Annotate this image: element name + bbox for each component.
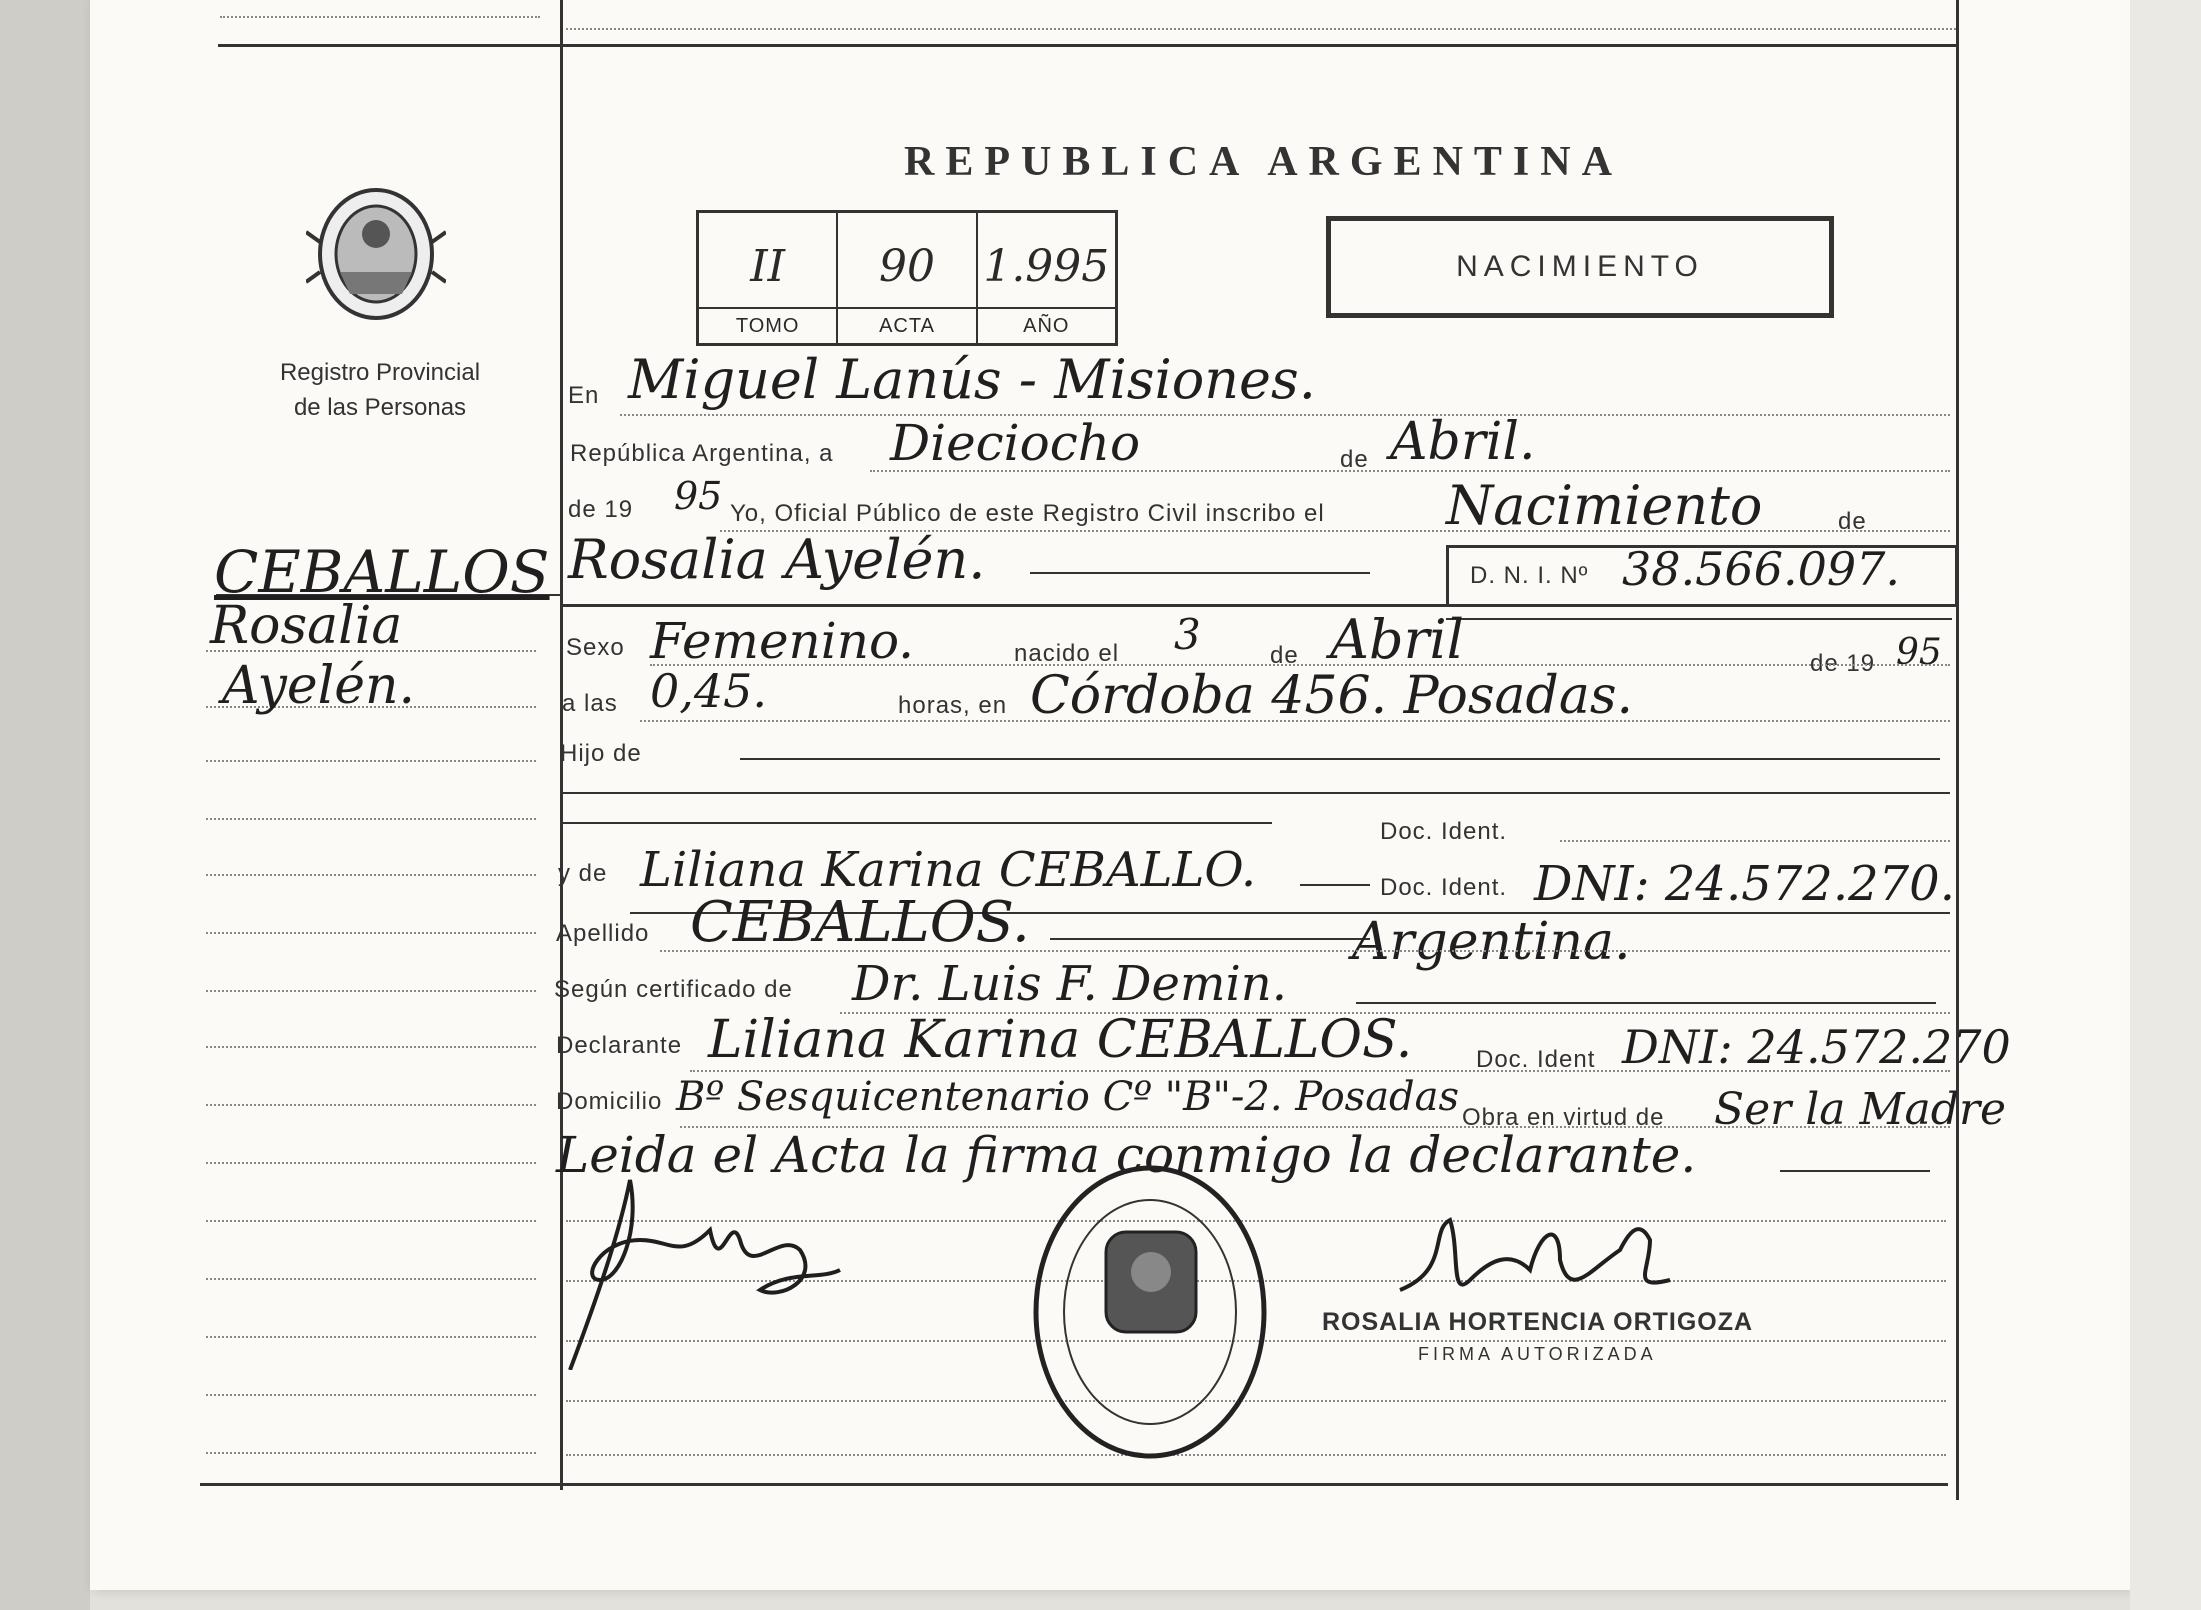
anio-value: 1.995: [983, 241, 1110, 292]
value-nacionalidad: Argentina.: [1352, 912, 1631, 972]
label-hijo: Hijo de: [560, 740, 642, 767]
rule: [1300, 884, 1370, 886]
value-anio-corto: 95: [674, 474, 723, 518]
rule: [206, 874, 536, 876]
label-dni: D. N. I. Nº: [1470, 562, 1589, 589]
registry-name: [230, 355, 530, 425]
value-lugar-nac: Córdoba 456. Posadas.: [1030, 666, 1634, 726]
rule: [660, 950, 1950, 952]
rule: [206, 1278, 536, 1280]
rule: [1356, 1002, 1936, 1004]
rule: [870, 470, 1950, 472]
coat-of-arms-icon: [306, 172, 446, 332]
value-apellido: CEBALLOS.: [690, 890, 1030, 955]
rule: [206, 1394, 536, 1396]
label-de1: de 19: [568, 496, 634, 523]
value-hora: 0,45.: [650, 664, 768, 718]
value-nac-dia: 3: [1174, 610, 1201, 659]
margin-name1: Rosalia: [210, 596, 403, 656]
label-segun: Según certificado de: [554, 976, 793, 1003]
label-obra: Obra en virtud de: [1462, 1104, 1665, 1131]
label-domicilio: Domicilio: [556, 1088, 663, 1115]
rule: [206, 818, 536, 820]
rule: [206, 760, 536, 762]
rule: [560, 792, 1950, 794]
margin-name2: Ayelén.: [222, 656, 416, 716]
acta-label: ACTA: [838, 307, 975, 343]
rule: [640, 720, 1950, 722]
official-role: FIRMA AUTORIZADA: [1418, 1344, 1657, 1364]
label-nacido: nacido el: [1014, 640, 1120, 667]
label-en: En: [568, 382, 600, 409]
label-de2: de: [1270, 642, 1299, 669]
anio-label: AÑO: [978, 307, 1115, 343]
tomo-value: II: [750, 241, 786, 292]
value-nac-anio: 95: [1896, 632, 1942, 673]
label-horas: horas, en: [898, 692, 1008, 719]
value-leida: Leida el Acta la firma conmigo la declarante.: [556, 1126, 1697, 1184]
label-alas: a las: [562, 690, 618, 717]
value-madre: Liliana Karina CEBALLO.: [640, 842, 1257, 898]
label-sexo: Sexo: [566, 634, 625, 661]
value-madre-doc: DNI: 24.572.270.: [1534, 856, 1955, 912]
label-apellido: Apellido: [556, 920, 650, 947]
value-declarante: Liliana Karina CEBALLOS.: [708, 1010, 1413, 1070]
bottom-rule: [200, 1483, 1948, 1486]
label-docident3: Doc. Ident: [1476, 1046, 1596, 1073]
rule: [206, 990, 536, 992]
value-dni: 38.566.097.: [1622, 542, 1900, 596]
official-signature: [1390, 1210, 1690, 1310]
rule: [1446, 618, 1952, 620]
rule: [206, 932, 536, 934]
acta-value: 90: [878, 241, 935, 292]
margin-surname: CEBALLOS: [214, 538, 550, 606]
official-name: ROSALIA HORTENCIA ORTIGOZA: [1322, 1308, 1754, 1336]
rule: [620, 414, 1950, 416]
acta-cell: [838, 213, 977, 343]
label-de: de: [1340, 446, 1369, 473]
value-mes: Abril.: [1390, 412, 1536, 472]
rule: [220, 16, 540, 18]
label-docident2: Doc. Ident.: [1380, 874, 1508, 901]
value-declarante-doc: DNI: 24.572.270: [1622, 1020, 2011, 1074]
registry-line1: Registro Provincial: [279, 359, 481, 386]
rule: [562, 822, 1272, 824]
tomo-cell: [699, 213, 838, 343]
label-declarante: Declarante: [556, 1032, 683, 1059]
label-de-end: de: [1838, 508, 1867, 535]
rule: [1050, 938, 1370, 940]
value-lugar: Miguel Lanús - Misiones.: [628, 348, 1316, 411]
rule: [740, 758, 1940, 760]
page-edge: [2130, 0, 2201, 1610]
book-binding: [0, 0, 90, 1610]
value-virtud: Ser la Madre: [1714, 1084, 2007, 1135]
rule: [206, 1162, 536, 1164]
value-sexo: Femenino.: [650, 612, 915, 670]
label-oficial: Yo, Oficial Público de este Registro Civil inscribo el: [730, 500, 1325, 527]
declarant-signature: [560, 1170, 860, 1370]
value-nac-mes: Abril: [1330, 608, 1464, 671]
rule: [206, 1046, 536, 1048]
rule: [206, 1452, 536, 1454]
rule: [690, 1070, 1950, 1072]
rule: [206, 1104, 536, 1106]
rule: [206, 1336, 536, 1338]
value-domicilio: Bº Sesquicentenario Cº "B"-2. Posadas: [676, 1074, 1460, 1120]
label-republica: República Argentina, a: [570, 440, 834, 467]
page-title: REPUBLICA ARGENTINA: [904, 139, 1623, 185]
value-dia: Dieciocho: [890, 414, 1141, 472]
label-docident1: Doc. Ident.: [1380, 818, 1508, 845]
rule: [566, 28, 1956, 30]
rule: [1030, 572, 1370, 574]
rule: [1560, 840, 1950, 842]
label-de19: de 19: [1810, 650, 1876, 677]
anio-cell: [978, 213, 1115, 343]
label-yde: y de: [558, 860, 608, 887]
section-rule: [560, 604, 1956, 607]
record-box: [696, 210, 1118, 346]
value-acto: Nacimiento: [1446, 474, 1763, 537]
registry-line2: de las Personas: [293, 394, 467, 421]
rule: [1780, 1170, 1930, 1172]
official-stamp: [1030, 1162, 1270, 1462]
value-nombre: Rosalia Ayelén.: [568, 528, 986, 591]
value-certificado: Dr. Luis F. Demin.: [852, 956, 1287, 1012]
record-type-box: NACIMIENTO: [1326, 216, 1834, 318]
top-rule: [218, 44, 1958, 47]
right-border: [1956, 0, 1959, 1500]
tomo-label: TOMO: [699, 307, 836, 343]
rule: [206, 1220, 536, 1222]
